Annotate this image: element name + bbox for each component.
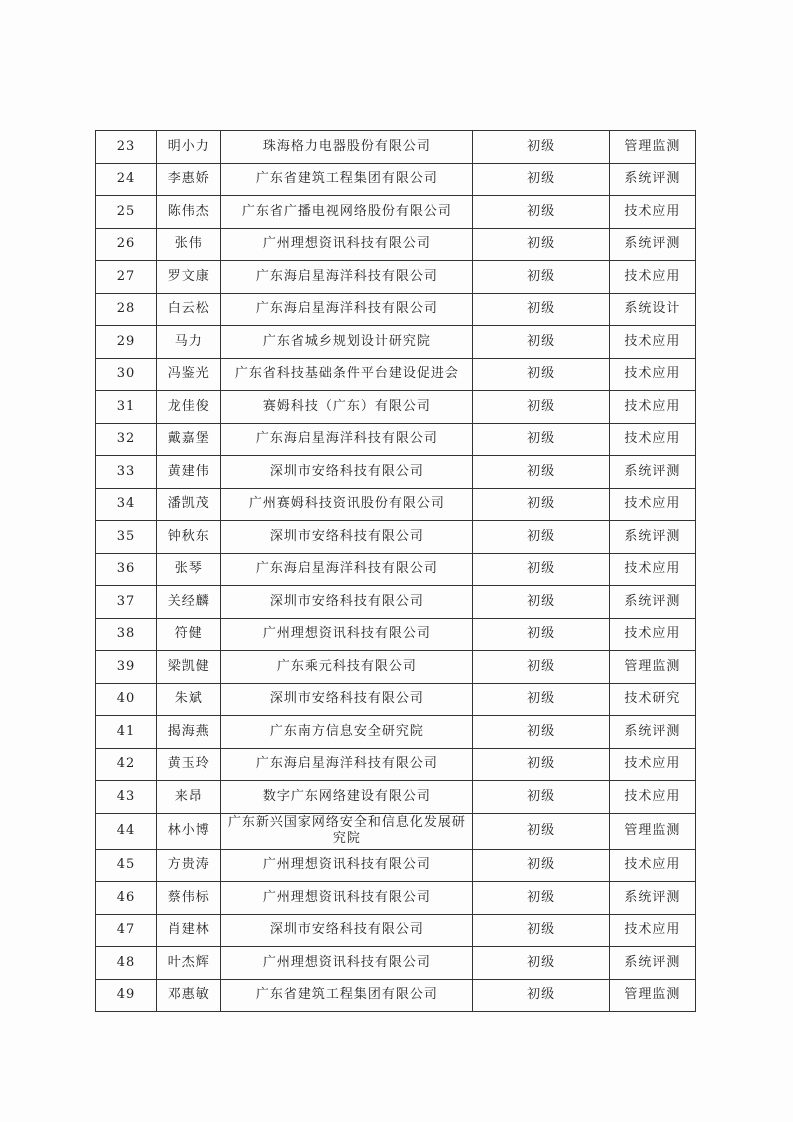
level: 初级 xyxy=(473,326,609,359)
row-number: 49 xyxy=(96,979,157,1012)
table-row xyxy=(96,914,696,947)
table-row xyxy=(96,781,696,814)
row-number: 43 xyxy=(96,781,157,814)
table-row xyxy=(96,683,696,716)
level: 初级 xyxy=(473,163,609,196)
row-number: 23 xyxy=(96,131,157,164)
direction: 管理监测 xyxy=(609,131,695,164)
level: 初级 xyxy=(473,748,609,781)
direction: 系统评测 xyxy=(609,947,695,980)
row-number: 29 xyxy=(96,326,157,359)
organization: 赛姆科技（广东）有限公司 xyxy=(221,391,473,424)
person-name: 方贵涛 xyxy=(157,849,221,882)
row-number: 34 xyxy=(96,488,157,521)
table-row xyxy=(96,163,696,196)
level: 初级 xyxy=(473,947,609,980)
organization: 数字广东网络建设有限公司 xyxy=(221,781,473,814)
row-number: 30 xyxy=(96,358,157,391)
table-row xyxy=(96,293,696,326)
direction: 系统评测 xyxy=(609,228,695,261)
roster-table xyxy=(95,130,696,1012)
row-number: 33 xyxy=(96,456,157,489)
table-row xyxy=(96,196,696,229)
person-name: 关经麟 xyxy=(157,586,221,619)
level: 初级 xyxy=(473,979,609,1012)
direction: 系统评测 xyxy=(609,882,695,915)
organization: 珠海格力电器股份有限公司 xyxy=(221,131,473,164)
level: 初级 xyxy=(473,196,609,229)
level: 初级 xyxy=(473,914,609,947)
direction: 系统评测 xyxy=(609,521,695,554)
level: 初级 xyxy=(473,586,609,619)
person-name: 李惠娇 xyxy=(157,163,221,196)
person-name: 罗文康 xyxy=(157,261,221,294)
level: 初级 xyxy=(473,293,609,326)
roster-table-body xyxy=(96,131,696,1012)
organization: 广州理想资讯科技有限公司 xyxy=(221,882,473,915)
level: 初级 xyxy=(473,683,609,716)
row-number: 41 xyxy=(96,716,157,749)
person-name: 黄玉玲 xyxy=(157,748,221,781)
organization: 广东省科技基础条件平台建设促进会 xyxy=(221,358,473,391)
direction: 技术应用 xyxy=(609,326,695,359)
table-row xyxy=(96,651,696,684)
organization: 广东省广播电视网络股份有限公司 xyxy=(221,196,473,229)
organization: 广东省建筑工程集团有限公司 xyxy=(221,979,473,1012)
row-number: 28 xyxy=(96,293,157,326)
row-number: 32 xyxy=(96,423,157,456)
organization: 广东海启星海洋科技有限公司 xyxy=(221,553,473,586)
level: 初级 xyxy=(473,358,609,391)
level: 初级 xyxy=(473,228,609,261)
row-number: 46 xyxy=(96,882,157,915)
table-row xyxy=(96,391,696,424)
row-number: 31 xyxy=(96,391,157,424)
level: 初级 xyxy=(473,849,609,882)
table-row xyxy=(96,716,696,749)
direction: 技术应用 xyxy=(609,748,695,781)
level: 初级 xyxy=(473,521,609,554)
table-row xyxy=(96,849,696,882)
person-name: 钟秋东 xyxy=(157,521,221,554)
direction: 技术应用 xyxy=(609,261,695,294)
organization: 广东海启星海洋科技有限公司 xyxy=(221,293,473,326)
person-name: 叶杰辉 xyxy=(157,947,221,980)
direction: 系统评测 xyxy=(609,456,695,489)
direction: 系统评测 xyxy=(609,716,695,749)
row-number: 26 xyxy=(96,228,157,261)
row-number: 42 xyxy=(96,748,157,781)
table-row xyxy=(96,553,696,586)
person-name: 张琴 xyxy=(157,553,221,586)
person-name: 陈伟杰 xyxy=(157,196,221,229)
direction: 技术应用 xyxy=(609,781,695,814)
organization: 深圳市安络科技有限公司 xyxy=(221,456,473,489)
organization: 广东省城乡规划设计研究院 xyxy=(221,326,473,359)
row-number: 44 xyxy=(96,813,157,849)
direction: 系统设计 xyxy=(609,293,695,326)
organization: 广东新兴国家网络安全和信息化发展研究院 xyxy=(221,813,473,849)
row-number: 36 xyxy=(96,553,157,586)
direction: 技术应用 xyxy=(609,488,695,521)
organization: 深圳市安络科技有限公司 xyxy=(221,914,473,947)
level: 初级 xyxy=(473,423,609,456)
organization: 广州理想资讯科技有限公司 xyxy=(221,947,473,980)
organization: 广东省建筑工程集团有限公司 xyxy=(221,163,473,196)
direction: 管理监测 xyxy=(609,813,695,849)
person-name: 林小博 xyxy=(157,813,221,849)
person-name: 朱斌 xyxy=(157,683,221,716)
direction: 技术应用 xyxy=(609,423,695,456)
table-row xyxy=(96,423,696,456)
organization: 深圳市安络科技有限公司 xyxy=(221,586,473,619)
row-number: 47 xyxy=(96,914,157,947)
row-number: 40 xyxy=(96,683,157,716)
organization: 广东海启星海洋科技有限公司 xyxy=(221,261,473,294)
row-number: 24 xyxy=(96,163,157,196)
person-name: 黄建伟 xyxy=(157,456,221,489)
table-row xyxy=(96,813,696,849)
table-row xyxy=(96,947,696,980)
level: 初级 xyxy=(473,618,609,651)
row-number: 35 xyxy=(96,521,157,554)
level: 初级 xyxy=(473,261,609,294)
row-number: 37 xyxy=(96,586,157,619)
direction: 技术应用 xyxy=(609,914,695,947)
person-name: 龙佳俊 xyxy=(157,391,221,424)
level: 初级 xyxy=(473,131,609,164)
organization: 广州理想资讯科技有限公司 xyxy=(221,228,473,261)
row-number: 25 xyxy=(96,196,157,229)
table-row xyxy=(96,131,696,164)
person-name: 白云松 xyxy=(157,293,221,326)
table-row xyxy=(96,748,696,781)
table-row xyxy=(96,882,696,915)
direction: 技术应用 xyxy=(609,553,695,586)
organization: 广东海启星海洋科技有限公司 xyxy=(221,748,473,781)
organization: 深圳市安络科技有限公司 xyxy=(221,683,473,716)
organization: 广州理想资讯科技有限公司 xyxy=(221,618,473,651)
person-name: 来昂 xyxy=(157,781,221,814)
direction: 系统评测 xyxy=(609,586,695,619)
direction: 技术应用 xyxy=(609,196,695,229)
person-name: 肖建林 xyxy=(157,914,221,947)
direction: 管理监测 xyxy=(609,979,695,1012)
level: 初级 xyxy=(473,456,609,489)
direction: 系统评测 xyxy=(609,163,695,196)
direction: 管理监测 xyxy=(609,651,695,684)
organization: 广东海启星海洋科技有限公司 xyxy=(221,423,473,456)
table-row xyxy=(96,979,696,1012)
person-name: 揭海燕 xyxy=(157,716,221,749)
person-name: 蔡伟标 xyxy=(157,882,221,915)
row-number: 38 xyxy=(96,618,157,651)
person-name: 明小力 xyxy=(157,131,221,164)
row-number: 48 xyxy=(96,947,157,980)
level: 初级 xyxy=(473,882,609,915)
row-number: 39 xyxy=(96,651,157,684)
table-row xyxy=(96,456,696,489)
direction: 技术应用 xyxy=(609,849,695,882)
row-number: 27 xyxy=(96,261,157,294)
level: 初级 xyxy=(473,488,609,521)
level: 初级 xyxy=(473,813,609,849)
direction: 技术应用 xyxy=(609,618,695,651)
table-row xyxy=(96,358,696,391)
table-row xyxy=(96,261,696,294)
organization: 广州理想资讯科技有限公司 xyxy=(221,849,473,882)
direction: 技术应用 xyxy=(609,391,695,424)
table-row xyxy=(96,326,696,359)
person-name: 马力 xyxy=(157,326,221,359)
organization: 广东乘元科技有限公司 xyxy=(221,651,473,684)
level: 初级 xyxy=(473,781,609,814)
row-number: 45 xyxy=(96,849,157,882)
person-name: 梁凯健 xyxy=(157,651,221,684)
table-row xyxy=(96,618,696,651)
level: 初级 xyxy=(473,716,609,749)
table-row xyxy=(96,521,696,554)
direction: 技术研究 xyxy=(609,683,695,716)
table-row xyxy=(96,488,696,521)
table-row xyxy=(96,586,696,619)
table-row xyxy=(96,228,696,261)
person-name: 邓惠敏 xyxy=(157,979,221,1012)
person-name: 符健 xyxy=(157,618,221,651)
person-name: 冯鉴光 xyxy=(157,358,221,391)
organization: 广东南方信息安全研究院 xyxy=(221,716,473,749)
organization: 深圳市安络科技有限公司 xyxy=(221,521,473,554)
level: 初级 xyxy=(473,651,609,684)
person-name: 张伟 xyxy=(157,228,221,261)
direction: 技术应用 xyxy=(609,358,695,391)
level: 初级 xyxy=(473,391,609,424)
person-name: 潘凯茂 xyxy=(157,488,221,521)
person-name: 戴嘉堡 xyxy=(157,423,221,456)
level: 初级 xyxy=(473,553,609,586)
organization: 广州赛姆科技资讯股份有限公司 xyxy=(221,488,473,521)
